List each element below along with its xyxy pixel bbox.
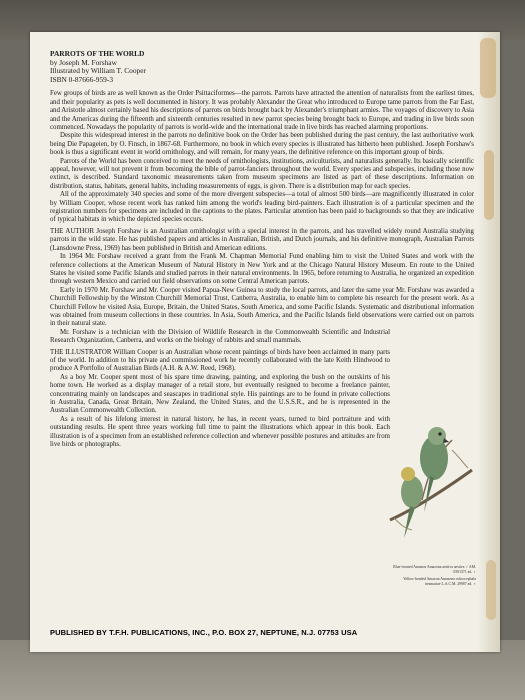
paragraph: As a boy Mr. Cooper spent most of his spare time drawing, painting, and exploring the bush on the outskirts of his home town. He worked as a display manager of a retail store, but eventually resigned to become a freelance painter, concentrating mainly on landscapes and seascapes in traditional style. His paintings are to be found in private collections in Australia, Canada, Great Britain, New Zealand, the United States, and the U.S.S.R., and he is represented in the Australian Commonwealth Collection. bbox=[50, 373, 390, 415]
book-info-header bbox=[50, 50, 474, 84]
paragraph: Few groups of birds are as well known as the Order Psittaciformes—the parrots. Parrots have attracted the attention of naturalists from the earliest times, and their popularity as pets is well documented in history. It was probably Alexander the Great who introduced to Europe tame parrots from the Far East, and Aristotle almost certainly based his descriptions of parrots on birds brought back by Alexander's triumphant armies. The voyages of discovery to Asia and the Americas during the fifteenth and sixteenth centuries resulted in new parrot species being brought back to Europe, and trading in live birds soon commenced. Nowadays the popularity of parrots is world-wide and the international trade in live birds has reached alarming proportions. bbox=[50, 90, 474, 131]
book-isbn: ISBN 0-87666-959-3 bbox=[50, 74, 114, 84]
paragraph: Despite this widespread interest in the parrots no definitive book on the Order has been published during the past century, the last authoritative work being Die Papageien, by O. Finsch, in 1867-68. Furthermore, no book in which every species is illustrated has hitherto been published. Joseph Forshaw's book is thus a significant event in world ornithology, and will remain, for many years, the definitive reference on this important group of birds. bbox=[50, 132, 474, 157]
page-stain bbox=[484, 150, 494, 220]
paragraph: Parrots of the World has been conceived to meet the needs of ornithologists, institutions, aviculturists, and naturalists generally. Its basically scientific appeal, however, will not prevent it from becoming the bible of parrot-fanciers throughout the world. Every species and subspecies, including those now extinct, is described. Standard taxonomic measurements taken from museum specimens are listed as part of these descriptions. Information on distribution, status, habitats, general habits, including measurements of eggs, is given. There is a distribution map for each species. bbox=[50, 157, 474, 190]
book-title: PARROTS OF THE WORLD bbox=[50, 49, 145, 58]
book-author: by Joseph M. Forshaw bbox=[50, 57, 117, 67]
illustrator-bio-paragraph: THE ILLUSTRATOR William Cooper is an Australian whose recent paintings of birds have been acclaimed in many parts of the world. In addition to his private and commissioned work he recently collaborated with the late Keith Hindwood to produce A Portfolio of Australian Birds (A.H. & A.W. Reed, 1968). bbox=[50, 348, 390, 373]
paragraph: Early in 1970 Mr. Forshaw and Mr. Cooper visited Papua-New Guinea to study the local parrots, and later the same year Mr. Forshaw was awarded a Churchill Fellowship by the Winston Churchill Memorial Trust, Canberra, Australia, to enable him to complete his research for the present work. As a Churchill Fellow he visited Asia, Europe, Britain, the United States, South America, and some Pacific Islands. Systematic and distributional information was obtained from museum collections in these countries. In Asia, South America, and the Pacific Islands field observations were carried out on parrots in their natural state. bbox=[50, 286, 474, 328]
page-stain bbox=[480, 38, 496, 98]
paragraph: In 1964 Mr. Forshaw received a grant from the Frank M. Chapman Memorial Fund enabling him to visit the United States and work with the reference collections at the American Museum of Natural History in New York and at the Chicago Natural History Museum. En route to the United States he visited some Pacific Islands and studied parrots in their natural environments. In 1965, before returning to Australia, he organized an expedition through western Mexico and carried out field observations on some Central American parrots. bbox=[50, 253, 474, 286]
caption-line: Yellow-headed Amazon Amazona ochrocephala tresmariae L.A.C.M. 29987 ad. ♀ bbox=[403, 577, 476, 586]
book-illustrator: Illustrated by William T. Cooper bbox=[50, 66, 146, 76]
page-stain bbox=[486, 560, 496, 620]
book-page-edge bbox=[478, 32, 500, 652]
parrot-illustration bbox=[382, 400, 474, 550]
publisher-line: PUBLISHED BY T.F.H. PUBLICATIONS, INC., P.O. BOX 27, NEPTUNE, N.J. 07753 USA bbox=[50, 628, 358, 637]
author-bio-paragraph: THE AUTHOR Joseph Forshaw is an Australian ornithologist with a special interest in the parrots, and has travelled widely round Australia studying parrots in the wild state. He has published papers and articles in Australian, British, and Dutch journals, and his definitive monograph, Australian Parrots (Lansdowne Press, 1969) has been published in British and American editions. bbox=[50, 227, 474, 252]
paragraph: Mr. Forshaw is a technician with the Division of Wildlife Research in the Commonwealth Scientific and Industrial Research Organization, Canberra, and works on the biology of rabbits and small mammals. bbox=[50, 328, 390, 345]
caption-line: Blue-fronted Amazon Amazona aestiva aestiva ♂ AM. 0501371 ad. ♀ bbox=[393, 565, 476, 574]
cover-text bbox=[50, 50, 474, 449]
illustration-captions bbox=[392, 565, 476, 589]
paragraph: As a result of his lifelong interest in natural history, he has, in recent years, turned to bird portraiture and with outstanding results. He spent three years working full time to paint the illustrations which appear in this book. Each illustration is of a specimen from an established reference collection and whenever possible postures and attitudes are from live birds or photographs. bbox=[50, 415, 390, 449]
paragraph: All of the approximately 340 species and some of the more divergent subspecies—a total of almost 500 birds—are magnificently illustrated in color by William Cooper, whose recent work has ranked him among the world's leading bird-painters. Each illustration is of a particular specimen and the registration numbers for specimens are included in the captions to the plates. Particular attention has been paid to backgrounds so that they are indicative of typical habitats in which the depicted species occurs. bbox=[50, 191, 474, 224]
